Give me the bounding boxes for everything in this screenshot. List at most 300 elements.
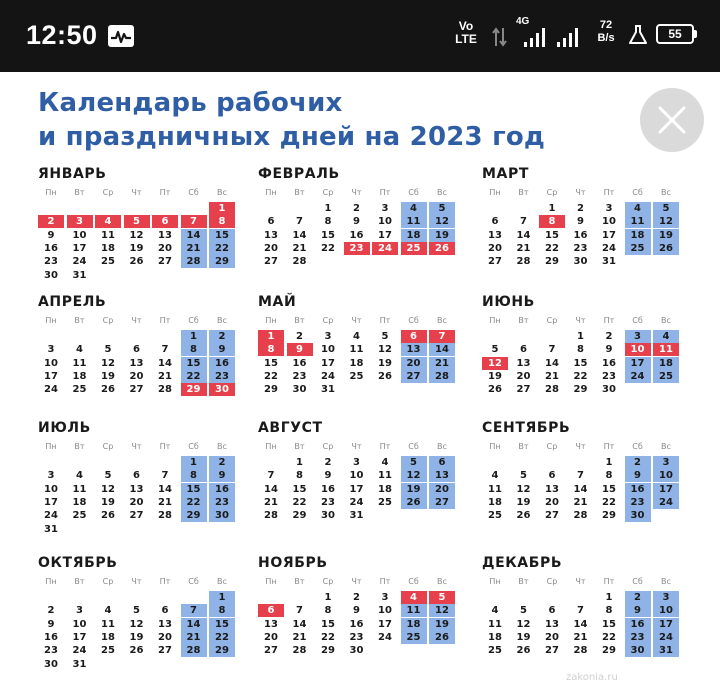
day-cell-workday: 22 xyxy=(264,370,278,382)
day-cell-workday: 28 xyxy=(573,510,588,522)
day-cell-workday: 20 xyxy=(264,631,278,643)
day-cell-workday: 10 xyxy=(321,344,335,356)
day-cell-workday: 3 xyxy=(47,470,55,482)
month-block xyxy=(258,555,458,675)
weekday-label: Вс xyxy=(437,316,447,325)
day-cell-holiday: 1 xyxy=(258,330,284,343)
day-cell-workday: 15 xyxy=(292,483,307,495)
month-block xyxy=(38,420,238,540)
day-cell-weekend: 12 xyxy=(401,469,427,482)
day-cell-workday: 26 xyxy=(129,645,144,657)
day-cell-workday: 27 xyxy=(158,256,172,268)
day-cell-workday: 22 xyxy=(602,631,616,643)
day-cell-workday: 8 xyxy=(605,470,613,482)
day-cell-workday: 14 xyxy=(158,357,172,369)
day-cell-weekend: 22 xyxy=(181,496,207,509)
day-cell-workday: 18 xyxy=(488,631,502,643)
day-cell-weekend: 29 xyxy=(209,255,235,268)
day-cell-weekend: 31 xyxy=(653,644,679,657)
day-cell-workday: 10 xyxy=(378,605,392,617)
day-cell-workday: 26 xyxy=(516,510,531,522)
day-cell-workday: 26 xyxy=(129,256,144,268)
day-cell-workday: 16 xyxy=(573,229,588,241)
day-cell-workday: 7 xyxy=(520,216,527,228)
day-cell-workday: 25 xyxy=(101,256,115,268)
day-cell-workday: 28 xyxy=(573,645,588,657)
day-cell-weekend: 18 xyxy=(401,618,427,631)
day-cell-weekend: 21 xyxy=(429,357,455,370)
network-type-label: 4G xyxy=(516,16,530,27)
day-cell-workday: 9 xyxy=(605,344,613,356)
day-cell-workday: 31 xyxy=(44,523,58,535)
day-cell-workday: 13 xyxy=(516,357,531,369)
day-cell-weekend: 15 xyxy=(181,357,207,370)
month-name: АПРЕЛЬ xyxy=(38,294,107,310)
day-cell-weekend: 25 xyxy=(401,631,427,644)
day-cell-workday: 23 xyxy=(292,370,307,382)
day-cell-holiday: 5 xyxy=(124,215,150,228)
day-cell-workday: 13 xyxy=(158,229,172,241)
day-cell-weekend: 15 xyxy=(181,483,207,496)
month-name: МАЙ xyxy=(258,294,297,310)
day-cell-workday: 24 xyxy=(44,510,58,522)
day-cell-weekend: 28 xyxy=(429,370,455,383)
weekday-label: Пт xyxy=(603,442,615,451)
weekday-label: Пт xyxy=(603,577,615,586)
weekday-label: Пн xyxy=(265,577,277,586)
day-cell-workday: 24 xyxy=(44,384,58,396)
day-cell-workday: 8 xyxy=(577,344,584,356)
weekday-label: Вт xyxy=(294,577,305,586)
network-speed-unit: B/s xyxy=(597,32,615,44)
day-cell-workday: 16 xyxy=(349,618,364,630)
signal-icon xyxy=(520,26,550,52)
day-cell-workday: 13 xyxy=(264,229,278,241)
day-cell-workday: 9 xyxy=(47,229,55,241)
day-cell-workday: 21 xyxy=(516,242,531,254)
month-name: ДЕКАБРЬ xyxy=(482,555,563,571)
weekday-label: Вт xyxy=(518,442,529,451)
day-cell-workday: 14 xyxy=(158,483,172,495)
weekday-label: Вс xyxy=(217,442,227,451)
day-cell-weekend: 4 xyxy=(401,202,427,215)
day-cell-workday: 14 xyxy=(292,618,307,630)
weekday-label: Ср xyxy=(322,188,334,197)
weekday-label: Ср xyxy=(546,316,558,325)
day-cell-weekend: 17 xyxy=(625,357,651,370)
day-cell-weekend: 2 xyxy=(625,456,651,469)
day-cell-workday: 25 xyxy=(488,510,502,522)
day-cell-holiday: 26 xyxy=(429,242,455,255)
day-cell-workday: 18 xyxy=(349,357,364,369)
day-cell-workday: 4 xyxy=(104,605,112,617)
day-cell-workday: 10 xyxy=(44,357,58,369)
day-cell-workday: 24 xyxy=(72,256,87,268)
day-cell-weekend: 15 xyxy=(209,618,235,631)
month-name: СЕНТЯБРЬ xyxy=(482,420,571,436)
day-cell-weekend: 16 xyxy=(625,483,651,496)
day-cell-workday: 17 xyxy=(72,631,87,643)
day-cell-workday: 12 xyxy=(516,483,531,495)
day-cell-workday: 3 xyxy=(353,457,360,468)
weekday-label: Сб xyxy=(408,188,419,197)
volte-bottom-label: LTE xyxy=(455,32,477,46)
day-cell-weekend: 20 xyxy=(429,483,455,496)
day-cell-weekend: 2 xyxy=(209,456,235,469)
day-cell-weekend: 29 xyxy=(209,644,235,657)
volte-icon xyxy=(452,20,480,46)
day-cell-workday: 27 xyxy=(545,510,559,522)
day-cell-weekend: 23 xyxy=(625,496,651,509)
weekday-label: Вт xyxy=(74,442,85,451)
weekday-label: Сб xyxy=(632,188,643,197)
day-cell-workday: 29 xyxy=(602,510,616,522)
weekday-label: Чт xyxy=(131,442,142,451)
day-cell-workday: 4 xyxy=(76,470,83,482)
day-cell-workday: 24 xyxy=(72,645,87,657)
weekday-label: Вт xyxy=(74,188,85,197)
day-cell-workday: 13 xyxy=(129,483,144,495)
day-cell-weekend: 11 xyxy=(625,215,651,228)
day-cell-workday: 27 xyxy=(516,384,531,396)
day-cell-holiday: 8 xyxy=(258,343,284,356)
day-cell-workday: 20 xyxy=(516,370,531,382)
day-cell-workday: 19 xyxy=(378,357,392,369)
day-cell-weekend: 11 xyxy=(401,215,427,228)
weekday-label: Ср xyxy=(322,316,334,325)
day-cell-workday: 2 xyxy=(605,331,613,342)
day-cell-workday: 7 xyxy=(548,344,556,356)
day-cell-holiday: 9 xyxy=(287,343,313,356)
day-cell-workday: 16 xyxy=(321,483,335,495)
day-cell-workday: 28 xyxy=(158,510,172,522)
day-cell-workday: 27 xyxy=(488,256,502,268)
day-cell-weekend: 19 xyxy=(429,229,455,242)
day-cell-workday: 29 xyxy=(573,384,588,396)
weekday-label: Чт xyxy=(351,442,362,451)
day-cell-workday: 28 xyxy=(292,645,307,657)
day-cell-workday: 17 xyxy=(349,483,364,495)
day-cell-workday: 4 xyxy=(491,470,499,482)
day-cell-weekend: 23 xyxy=(209,370,235,383)
month-block xyxy=(482,420,682,540)
status-time: 12:50 xyxy=(26,20,98,50)
day-cell-workday: 9 xyxy=(577,216,584,228)
day-cell-workday: 19 xyxy=(101,370,115,382)
day-cell-workday: 1 xyxy=(324,592,332,603)
day-cell-weekend: 27 xyxy=(401,370,427,383)
day-cell-workday: 11 xyxy=(349,344,364,356)
day-cell-weekend: 8 xyxy=(209,604,235,617)
day-cell-workday: 9 xyxy=(353,605,360,617)
weekday-label: Сб xyxy=(632,442,643,451)
day-cell-workday: 10 xyxy=(72,618,87,630)
day-cell-workday: 25 xyxy=(72,384,87,396)
battery-icon xyxy=(656,24,694,44)
day-cell-workday: 18 xyxy=(488,496,502,508)
day-cell-workday: 6 xyxy=(548,470,556,482)
day-cell-weekend: 11 xyxy=(401,604,427,617)
day-cell-workday: 5 xyxy=(104,470,112,482)
day-cell-weekend: 18 xyxy=(625,229,651,242)
weekday-label: Чт xyxy=(351,316,362,325)
weekday-label: Пн xyxy=(265,316,277,325)
day-cell-weekend: 2 xyxy=(625,591,651,604)
data-arrows-icon xyxy=(492,26,508,52)
day-cell-workday: 21 xyxy=(573,631,588,643)
day-cell-workday: 7 xyxy=(161,470,169,482)
day-cell-holiday: 4 xyxy=(95,215,121,228)
day-cell-workday: 27 xyxy=(158,645,172,657)
day-cell-workday: 27 xyxy=(264,645,278,657)
day-cell-workday: 20 xyxy=(264,242,278,254)
day-cell-weekend: 25 xyxy=(625,242,651,255)
month-block xyxy=(482,166,682,286)
day-cell-workday: 15 xyxy=(321,229,335,241)
day-cell-workday: 23 xyxy=(321,496,335,508)
weekday-label: Пт xyxy=(379,188,391,197)
day-cell-workday: 31 xyxy=(349,510,364,522)
day-cell-workday: 14 xyxy=(516,229,531,241)
weekday-label: Пт xyxy=(159,188,171,197)
month-name: ИЮНЬ xyxy=(482,294,535,310)
activity-icon xyxy=(108,25,134,47)
day-cell-workday: 30 xyxy=(44,269,58,281)
day-cell-workday: 9 xyxy=(47,618,55,630)
day-cell-weekend: 1 xyxy=(181,456,207,469)
weekday-label: Ср xyxy=(102,316,114,325)
day-cell-workday: 30 xyxy=(349,645,364,657)
signal-icon-sim2 xyxy=(555,26,585,52)
day-cell-weekend: 17 xyxy=(653,618,679,631)
day-cell-weekend: 8 xyxy=(181,343,207,356)
weekday-label: Пт xyxy=(379,577,391,586)
day-cell-workday: 21 xyxy=(292,631,307,643)
day-cell-weekend: 19 xyxy=(653,229,679,242)
day-cell-workday: 1 xyxy=(577,331,584,342)
weekday-label: Вс xyxy=(217,316,227,325)
day-cell-workday: 3 xyxy=(381,592,389,603)
month-block xyxy=(482,294,682,414)
day-cell-holiday: 2 xyxy=(38,215,64,228)
day-cell-workday: 16 xyxy=(292,357,307,369)
day-cell-workday: 15 xyxy=(321,618,335,630)
day-cell-workday: 2 xyxy=(324,457,332,468)
day-cell-workday: 18 xyxy=(72,496,87,508)
day-cell-workday: 30 xyxy=(321,510,335,522)
day-cell-weekend: 25 xyxy=(653,370,679,383)
day-cell-weekend: 24 xyxy=(653,631,679,644)
day-cell-workday: 10 xyxy=(72,229,87,241)
day-cell-workday: 22 xyxy=(545,242,559,254)
weekday-label: Сб xyxy=(188,577,199,586)
day-cell-weekend: 30 xyxy=(625,509,651,522)
day-cell-holiday: 23 xyxy=(344,242,370,255)
day-cell-weekend: 13 xyxy=(401,343,427,356)
day-cell-holiday: 29 xyxy=(181,383,207,396)
day-cell-workday: 19 xyxy=(516,496,531,508)
weekday-label: Чт xyxy=(131,316,142,325)
day-cell-workday: 20 xyxy=(158,631,172,643)
day-cell-workday: 16 xyxy=(44,242,58,254)
day-cell-weekend: 14 xyxy=(429,343,455,356)
day-cell-workday: 14 xyxy=(292,229,307,241)
day-cell-workday: 6 xyxy=(133,344,140,356)
day-cell-workday: 5 xyxy=(520,605,527,617)
day-cell-workday: 4 xyxy=(353,331,360,342)
weekday-label: Пн xyxy=(45,188,57,197)
day-cell-weekend: 5 xyxy=(429,202,455,215)
weekday-label: Сб xyxy=(632,577,643,586)
day-cell-holiday: 24 xyxy=(372,242,398,255)
page-title xyxy=(38,86,545,154)
weekday-label: Сб xyxy=(188,188,199,197)
weekday-label: Пн xyxy=(489,442,501,451)
day-cell-workday: 15 xyxy=(602,483,616,495)
weekday-label: Вс xyxy=(661,316,671,325)
day-cell-workday: 17 xyxy=(378,618,392,630)
day-cell-workday: 13 xyxy=(158,618,172,630)
day-cell-workday: 8 xyxy=(296,470,303,482)
weekday-label: Ср xyxy=(546,577,558,586)
day-cell-weekend: 9 xyxy=(209,343,235,356)
day-cell-weekend: 15 xyxy=(209,229,235,242)
day-cell-weekend: 14 xyxy=(181,618,207,631)
day-cell-workday: 20 xyxy=(488,242,502,254)
day-cell-workday: 6 xyxy=(161,605,169,617)
day-cell-workday: 26 xyxy=(488,384,502,396)
day-cell-workday: 19 xyxy=(488,370,502,382)
weekday-label: Пт xyxy=(603,188,615,197)
month-block xyxy=(38,166,238,286)
day-cell-weekend: 19 xyxy=(429,618,455,631)
weekday-label: Вт xyxy=(294,188,305,197)
day-cell-workday: 2 xyxy=(577,203,584,214)
day-cell-workday: 24 xyxy=(378,631,392,643)
day-cell-holiday: 5 xyxy=(429,591,455,604)
day-cell-workday: 1 xyxy=(324,203,332,214)
day-cell-workday: 2 xyxy=(353,592,360,603)
day-cell-weekend: 21 xyxy=(181,631,207,644)
weekday-label: Пт xyxy=(159,316,171,325)
day-cell-workday: 17 xyxy=(378,229,392,241)
day-cell-workday: 16 xyxy=(602,357,616,369)
close-button[interactable] xyxy=(640,88,704,152)
day-cell-workday: 20 xyxy=(129,496,144,508)
day-cell-workday: 4 xyxy=(381,457,389,468)
weekday-label: Вс xyxy=(217,188,227,197)
day-cell-weekend: 26 xyxy=(401,496,427,509)
day-cell-workday: 12 xyxy=(516,618,531,630)
weekday-label: Пн xyxy=(45,577,57,586)
month-block xyxy=(482,555,682,675)
day-cell-workday: 7 xyxy=(267,470,275,482)
day-cell-workday: 28 xyxy=(516,256,531,268)
day-cell-workday: 18 xyxy=(378,483,392,495)
month-name: МАРТ xyxy=(482,166,529,182)
day-cell-weekend: 18 xyxy=(401,229,427,242)
weekday-label: Вт xyxy=(518,577,529,586)
day-cell-workday: 24 xyxy=(349,496,364,508)
day-cell-workday: 10 xyxy=(378,216,392,228)
day-cell-workday: 13 xyxy=(488,229,502,241)
day-cell-holiday: 8 xyxy=(539,215,565,228)
day-cell-workday: 17 xyxy=(44,496,58,508)
day-cell-workday: 1 xyxy=(296,457,303,468)
weekday-label: Сб xyxy=(188,442,199,451)
weekday-label: Чт xyxy=(351,577,362,586)
weekday-label: Пн xyxy=(489,188,501,197)
day-cell-workday: 27 xyxy=(129,384,144,396)
day-cell-weekend: 13 xyxy=(429,469,455,482)
weekday-label: Пт xyxy=(379,316,391,325)
day-cell-workday: 29 xyxy=(321,645,335,657)
day-cell-workday: 5 xyxy=(104,344,112,356)
day-cell-workday: 15 xyxy=(573,357,588,369)
day-cell-weekend: 16 xyxy=(625,618,651,631)
month-name: ИЮЛЬ xyxy=(38,420,91,436)
day-cell-weekend: 2 xyxy=(209,330,235,343)
month-block xyxy=(258,420,458,540)
day-cell-workday: 11 xyxy=(101,618,115,630)
day-cell-workday: 28 xyxy=(264,510,278,522)
day-cell-workday: 1 xyxy=(605,457,613,468)
day-cell-weekend: 12 xyxy=(429,215,455,228)
day-cell-workday: 11 xyxy=(72,357,87,369)
day-cell-workday: 14 xyxy=(545,357,559,369)
weekday-label: Ср xyxy=(102,188,114,197)
day-cell-workday: 16 xyxy=(349,229,364,241)
weekday-label: Пт xyxy=(603,316,615,325)
day-cell-workday: 23 xyxy=(44,256,58,268)
day-cell-weekend: 26 xyxy=(653,242,679,255)
weekday-label: Сб xyxy=(632,316,643,325)
day-cell-workday: 21 xyxy=(158,496,172,508)
day-cell-holiday: 12 xyxy=(482,357,508,370)
day-cell-workday: 30 xyxy=(292,384,307,396)
day-cell-workday: 7 xyxy=(296,216,303,228)
day-cell-weekend: 19 xyxy=(401,483,427,496)
weekday-label: Вс xyxy=(661,442,671,451)
weekday-label: Пн xyxy=(265,188,277,197)
weekday-label: Пн xyxy=(45,316,57,325)
day-cell-workday: 25 xyxy=(488,645,502,657)
month-name: АВГУСТ xyxy=(258,420,323,436)
day-cell-weekend: 30 xyxy=(625,644,651,657)
weekday-label: Вт xyxy=(518,316,529,325)
day-cell-workday: 17 xyxy=(602,229,616,241)
day-cell-workday: 5 xyxy=(520,470,527,482)
day-cell-workday: 1 xyxy=(548,203,556,214)
day-cell-weekend: 22 xyxy=(209,631,235,644)
weekday-label: Вт xyxy=(74,577,85,586)
day-cell-workday: 21 xyxy=(573,496,588,508)
day-cell-workday: 27 xyxy=(129,510,144,522)
day-cell-workday: 19 xyxy=(101,496,115,508)
day-cell-workday: 12 xyxy=(129,229,144,241)
day-cell-weekend: 10 xyxy=(653,604,679,617)
volte-top-label: Vo xyxy=(458,19,474,33)
day-cell-weekend: 9 xyxy=(209,469,235,482)
month-block xyxy=(258,294,458,414)
day-cell-workday: 25 xyxy=(349,370,364,382)
day-cell-weekend: 12 xyxy=(653,215,679,228)
day-cell-workday: 12 xyxy=(101,483,115,495)
day-cell-workday: 5 xyxy=(133,605,140,617)
close-icon xyxy=(640,88,704,152)
day-cell-workday: 12 xyxy=(129,618,144,630)
day-cell-workday: 28 xyxy=(545,384,559,396)
